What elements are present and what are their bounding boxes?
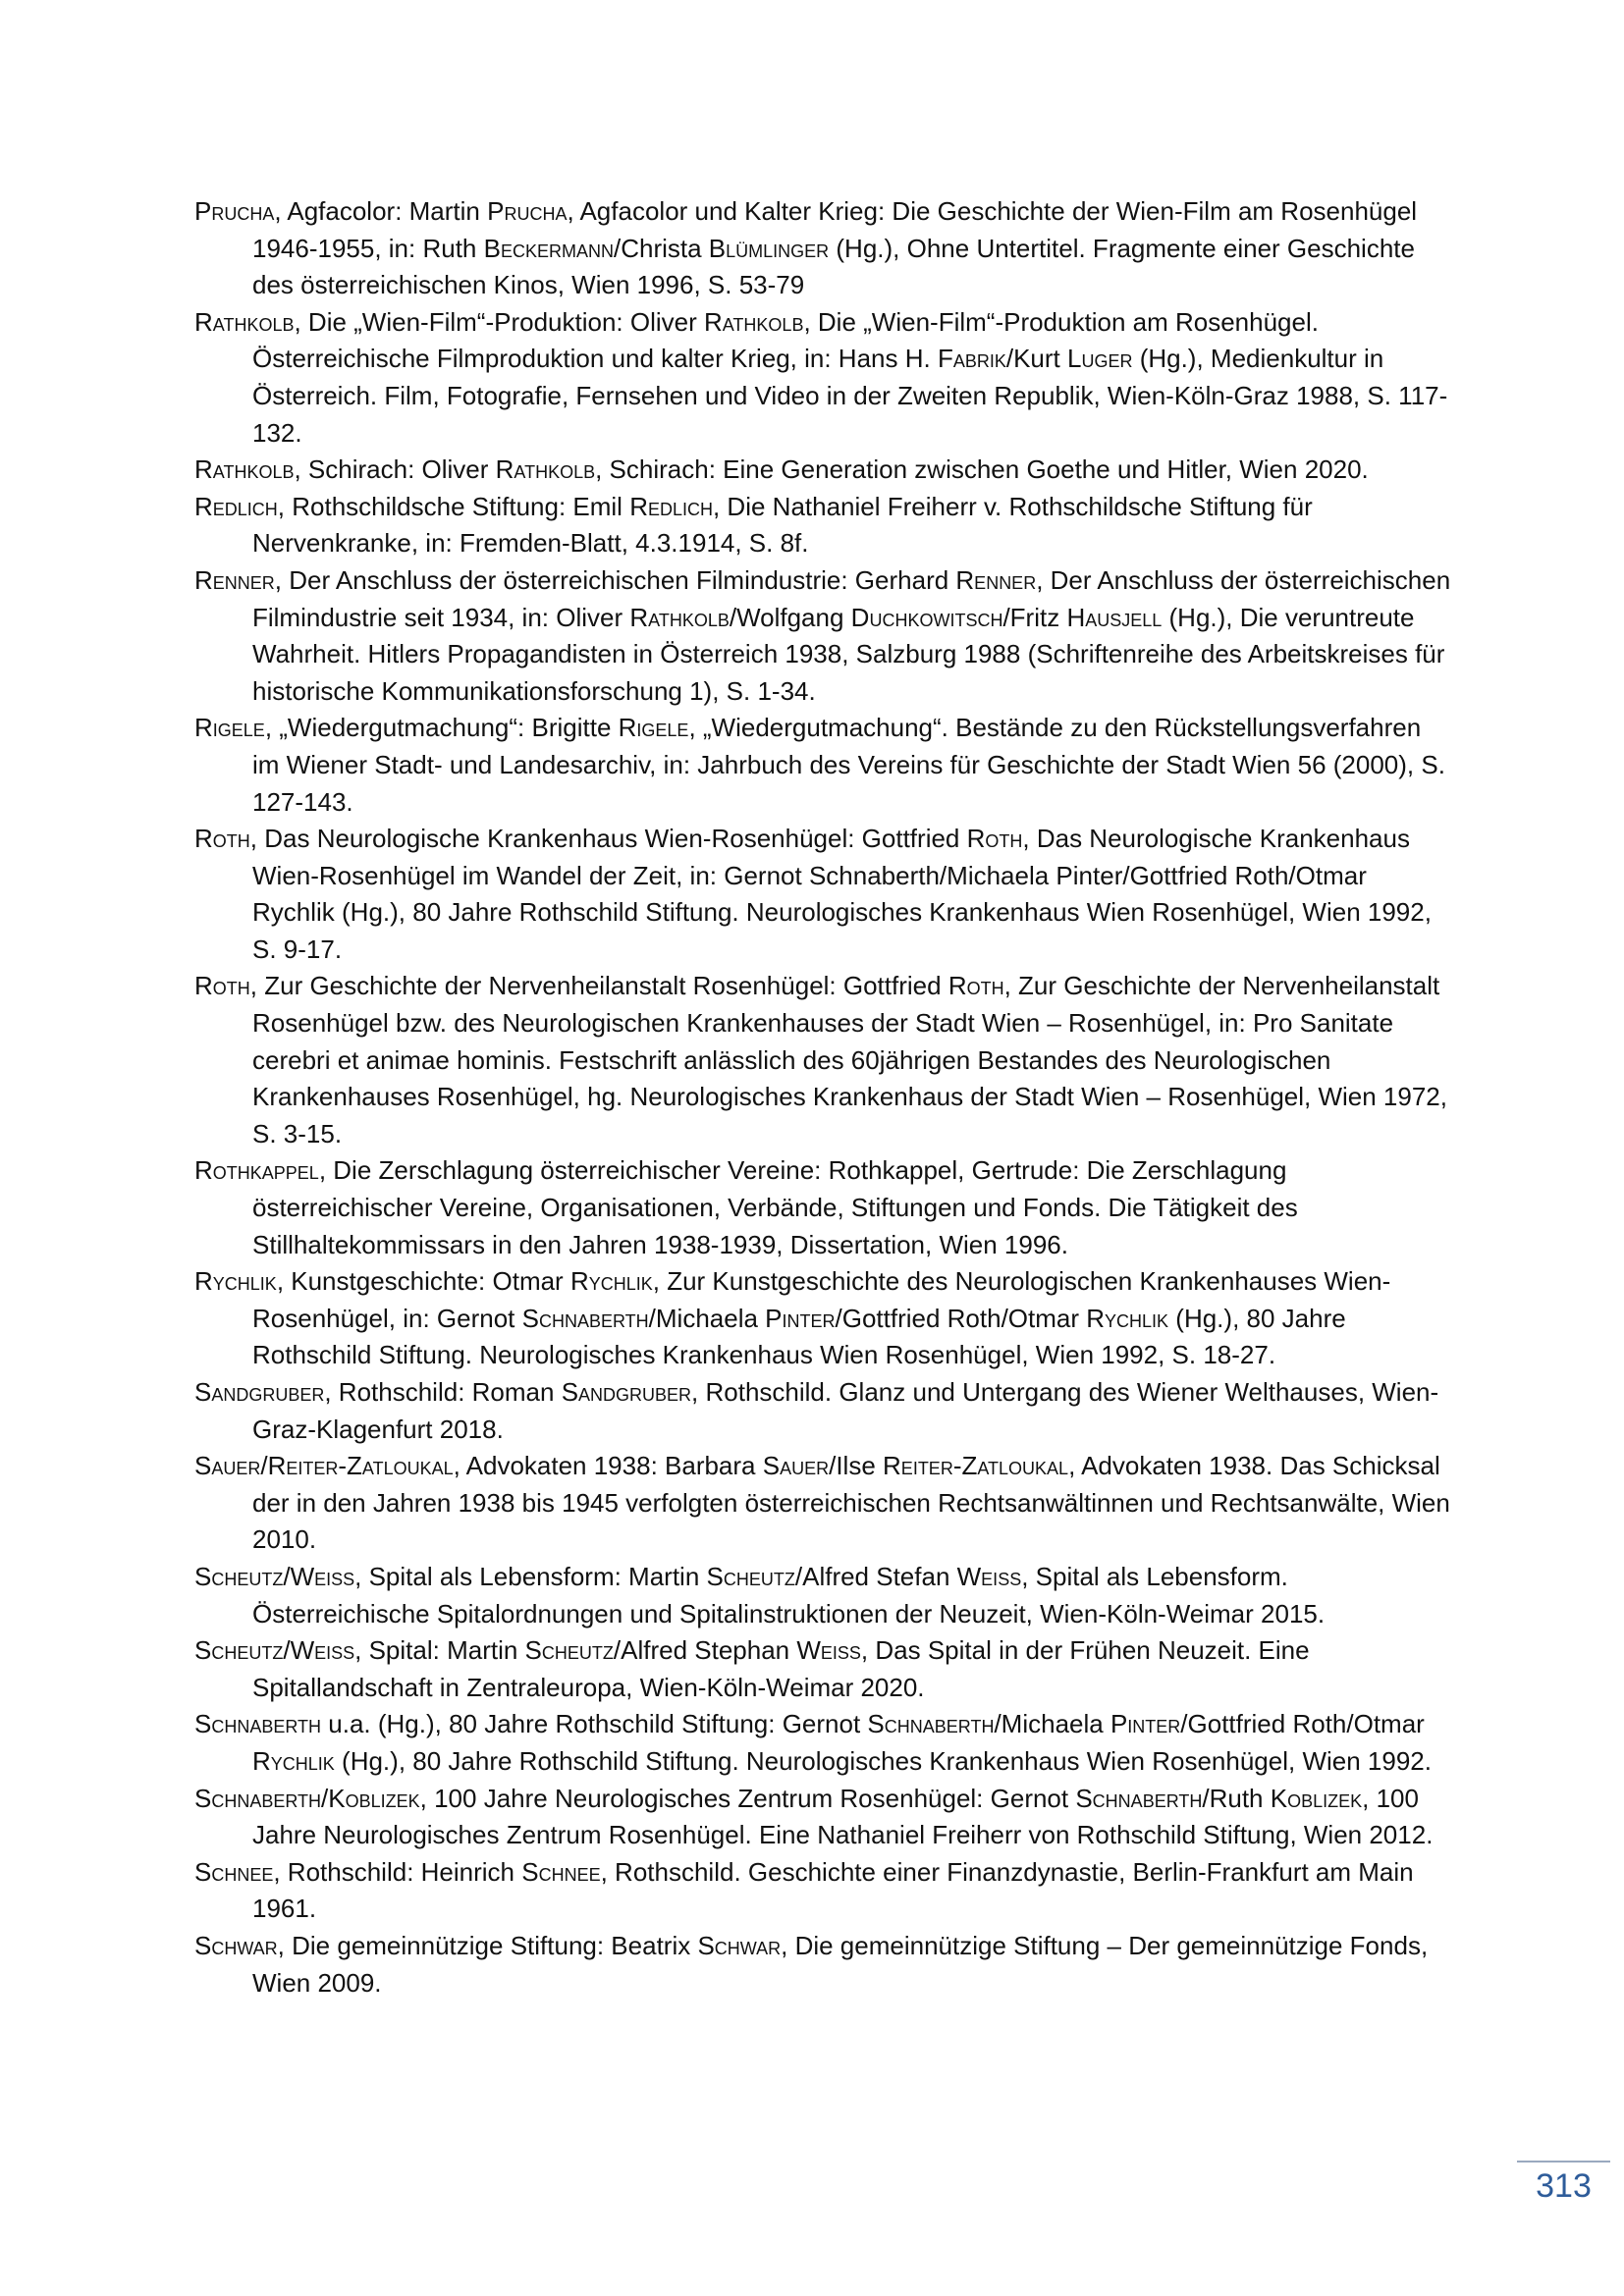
entry-text: (Hg.), Die veruntreute Wahrheit. Hitlers Propagandisten in Österreich 1938, Salzburg 1988 (Schriftenreihe des Arbeitskreises für historische Kommunikationsforschung 1), S. 1-34. [252,602,1445,706]
author-name: Weiss [956,1561,1022,1591]
entry-text: / [283,1635,291,1666]
bibliography-entry [194,1632,1451,1706]
entry-text: , Spital als Lebensform. Österreichische Spitalordnungen und Spitalinstruktionen der Neuzeit, Wien-Köln-Weimar 2015. [252,1561,1326,1629]
author-name: Schwar [194,1930,278,1960]
bibliography-entry [194,1781,1451,1854]
entry-text: /Alfred Stefan [794,1561,957,1591]
entry-text: , Advokaten 1938: Barbara [453,1451,763,1481]
author-name: Koblizek [1270,1783,1363,1813]
author-name: Schnaberth [194,1709,322,1739]
entry-text: , Rothschild: Heinrich [273,1856,522,1887]
author-name: Scheutz [194,1635,284,1666]
bibliography-entry [194,1854,1451,1928]
entry-text: (Hg.), Medienkultur in Österreich. Film, Fotografie, Fernsehen und Video in der Zweiten Republik, Wien-Köln-Graz 1988, S. 117-132. [252,344,1448,448]
bibliography-entry [194,1706,1451,1780]
entry-text: , Die „Wien-Film“-Produktion: Oliver [294,306,704,337]
author-name: Schwar [697,1930,782,1960]
author-name: Rathkolb [194,306,295,337]
entry-text: , Rothschild. Geschichte einer Finanzdynastie, Berlin-Frankfurt am Main 1961. [252,1856,1414,1924]
author-name: Redlich [629,491,713,521]
author-name: Pinter [765,1303,836,1333]
entry-text: /Michaela [994,1709,1110,1739]
entry-text: , Spital: Martin [354,1635,525,1666]
entry-text: /Gottfried Roth/Otmar [1180,1709,1425,1739]
entry-text: , „Wiedergutmachung“: Brigitte [264,713,619,743]
author-name: Rigele [618,713,689,743]
entry-text: , Rothschild. Glanz und Untergang des Wiener Welthauses, Wien-Graz-Klagenfurt 2018. [252,1377,1439,1444]
bibliography-entry [194,452,1451,489]
entry-text: , Spital als Lebensform: Martin [354,1561,707,1591]
author-name: Prucha [194,196,275,226]
entry-text: , Advokaten 1938. Das Schicksal der in den Jahren 1938 bis 1945 verfolgten österreichischen Rechtsanwältinnen und Rechtsanwälte, Wien 2010. [252,1451,1450,1555]
author-name: Koblizek [328,1783,420,1813]
author-name: Roth [947,971,1004,1001]
author-name: Redlich [194,491,278,521]
author-name: Schnaberth [521,1303,649,1333]
bibliography-entry [194,821,1451,968]
bibliography-entry [194,1928,1451,2002]
bibliography-entry [194,1448,1451,1559]
bibliography-entry [194,710,1451,821]
bibliography-entry [194,562,1451,710]
bibliography-entry [194,1152,1451,1263]
author-name: Rothkappel [194,1155,319,1186]
entry-text: / [260,1451,268,1481]
author-name: Blümlinger [708,233,830,263]
entry-text: /Wolfgang [729,602,851,632]
author-name: Rathkolb [495,454,596,485]
author-name: Rychlik [569,1266,653,1297]
entry-text: , Zur Kunstgeschichte des Neurologischen Krankenhauses Wien-Rosenhügel, in: Gernot [252,1266,1391,1333]
author-name: Reiter-Zatloukal [267,1451,454,1481]
page-number: 313 [1536,2167,1592,2205]
author-name: Roth [194,971,250,1001]
author-name: Sandgruber [561,1377,692,1407]
author-name: Schnaberth [867,1709,995,1739]
entry-text: , Die „Wien-Film“-Produktion am Rosenhügel. Österreichische Filmproduktion und kalter Krieg, in: Hans H. [252,306,1319,374]
author-name: Fabrik [937,344,1006,374]
entry-text: , Kunstgeschichte: Otmar [276,1266,570,1297]
author-name: Roth [194,824,250,854]
entry-text: /Gottfried Roth/Otmar [835,1303,1087,1333]
author-name: Prucha [487,196,568,226]
entry-text: , Agfacolor: Martin [274,196,488,226]
author-name: Scheutz [194,1561,284,1591]
author-name: Scheutz [524,1635,614,1666]
author-name: Rychlik [194,1266,277,1297]
author-name: Reiter-Zatloukal [883,1451,1069,1481]
page-number-rule [1517,2161,1610,2163]
entry-text: (Hg.), 80 Jahre Rothschild Stiftung. Neurologisches Krankenhaus Wien Rosenhügel, Wien 1992, S. 18-27. [252,1303,1346,1370]
entry-text: , Das Neurologische Krankenhaus Wien-Rosenhügel: Gottfried [249,824,967,854]
author-name: Rathkolb [629,602,730,632]
bibliography-list [194,193,1451,2002]
author-name: Schnaberth [1075,1783,1203,1813]
entry-text: , Agfacolor und Kalter Krieg: Die Geschichte der Wien-Film am Rosenhügel 1946-1955, in: Ruth [252,196,1418,263]
entry-text: , Die Zerschlagung österreichischer Vereine: Rothkappel, Gertrude: Die Zerschlagung österreichischer Vereine, Organisationen, Verbände, Stiftungen und Fonds. Die Tätigkeit des Stillhaltekommissars in den Jahren 1938-1939, Dissertation, Wien 1996. [252,1155,1298,1259]
bibliography-entry [194,1374,1451,1448]
author-name: Duchkowitsch [850,602,1003,632]
author-name: Weiss [290,1635,355,1666]
entry-text: , Schirach: Oliver [294,454,496,485]
author-name: Rychlik [252,1745,335,1776]
author-name: Weiss [796,1635,861,1666]
entry-text: /Christa [613,233,709,263]
author-name: Scheutz [706,1561,795,1591]
author-name: Schnee [521,1856,601,1887]
entry-text: (Hg.), Ohne Untertitel. Fragmente einer Geschichte des österreichischen Kinos, Wien 1996, S. 53-79 [252,233,1415,300]
entry-text: , Rothschild: Roman [324,1377,562,1407]
author-name: Sauer [194,1451,261,1481]
author-name: Rathkolb [703,306,804,337]
bibliography-entry [194,304,1451,452]
entry-text: , Das Neurologische Krankenhaus Wien-Rosenhügel im Wandel der Zeit, in: Gernot Schnaberth/Michaela Pinter/Gottfried Roth/Otmar Rychlik (Hg.), 80 Jahre Rothschild Stiftung. Neurologisches Krankenhaus Wien Rosenhügel, Wien 1992, S. 9-17. [252,824,1432,964]
bibliography-entry [194,1263,1451,1374]
entry-text: /Fritz [1002,602,1067,632]
author-name: Schnee [194,1856,274,1887]
entry-text: /Alfred Stephan [613,1635,797,1666]
entry-text: , Der Anschluss der österreichischen Filmindustrie: Gerhard [274,564,956,595]
entry-text: /Ruth [1202,1783,1271,1813]
entry-text: / [321,1783,329,1813]
entry-text: , Die Nathaniel Freiherr v. Rothschildsche Stiftung für Nervenkranke, in: Fremden-Blatt, 4.3.1914, S. 8f. [252,491,1313,559]
entry-text: , Schirach: Eine Generation zwischen Goethe und Hitler, Wien 2020. [595,454,1369,485]
bibliography-entry [194,1559,1451,1632]
entry-text: /Ilse [829,1451,884,1481]
author-name: Schnaberth [194,1783,322,1813]
entry-text: , Zur Geschichte der Nervenheilanstalt Rosenhügel bzw. des Neurologischen Krankenhauses der Stadt Wien – Rosenhügel, in: Pro Sanitate cerebri et animae hominis. Festschrift anlässlich des 60jährigen Bestandes des Neurologischen Krankenhauses Rosenhügel, hg. Neurologisches Krankenhaus der Stadt Wien – Rosenhügel, Wien 1972, S. 3-15. [252,971,1447,1148]
author-name: Rathkolb [194,454,295,485]
author-name: Weiss [290,1561,355,1591]
entry-text: , „Wiedergutmachung“. Bestände zu den Rückstellungsverfahren im Wiener Stadt- und Landesarchiv, in: Jahrbuch des Vereins für Geschichte der Stadt Wien 56 (2000), S. 127-143. [252,713,1445,817]
bibliography-entry [194,489,1451,562]
author-name: Pinter [1110,1709,1181,1739]
author-name: Roth [966,824,1023,854]
entry-text: , Das Spital in der Frühen Neuzeit. Eine Spitallandschaft in Zentraleuropa, Wien-Köln-Weimar 2020. [252,1635,1310,1702]
author-name: Luger [1067,344,1133,374]
entry-text: , 100 Jahre Neurologisches Zentrum Rosenhügel: Gernot [419,1783,1076,1813]
entry-text: , Rothschildsche Stiftung: Emil [277,491,630,521]
author-name: Renner [194,564,275,595]
author-name: Sauer [762,1451,830,1481]
entry-text: u.a. (Hg.), 80 Jahre Rothschild Stiftung: Gernot [321,1709,868,1739]
author-name: Rychlik [1086,1303,1169,1333]
entry-text: , Die gemeinnützige Stiftung – Der gemeinnützige Fonds, Wien 2009. [252,1930,1429,1998]
entry-text: , Der Anschluss der österreichischen Filmindustrie seit 1934, in: Oliver [252,564,1451,632]
author-name: Sandgruber [194,1377,325,1407]
author-name: Beckermann [483,233,614,263]
entry-text: /Kurt [1005,344,1067,374]
author-name: Hausjell [1066,602,1163,632]
entry-text: , Die gemeinnützige Stiftung: Beatrix [277,1930,698,1960]
bibliography-entry [194,968,1451,1152]
entry-text: /Michaela [648,1303,766,1333]
bibliography-entry [194,193,1451,304]
entry-text: (Hg.), 80 Jahre Rothschild Stiftung. Neurologisches Krankenhaus Wien Rosenhügel, Wien 1992. [334,1745,1432,1776]
author-name: Renner [955,564,1037,595]
entry-text: , Zur Geschichte der Nervenheilanstalt Rosenhügel: Gottfried [249,971,948,1001]
author-name: Rigele [194,713,265,743]
entry-text: / [283,1561,291,1591]
entry-text: , 100 Jahre Neurologisches Zentrum Rosenhügel. Eine Nathaniel Freiherr von Rothschild Stiftung, Wien 2012. [252,1783,1434,1850]
